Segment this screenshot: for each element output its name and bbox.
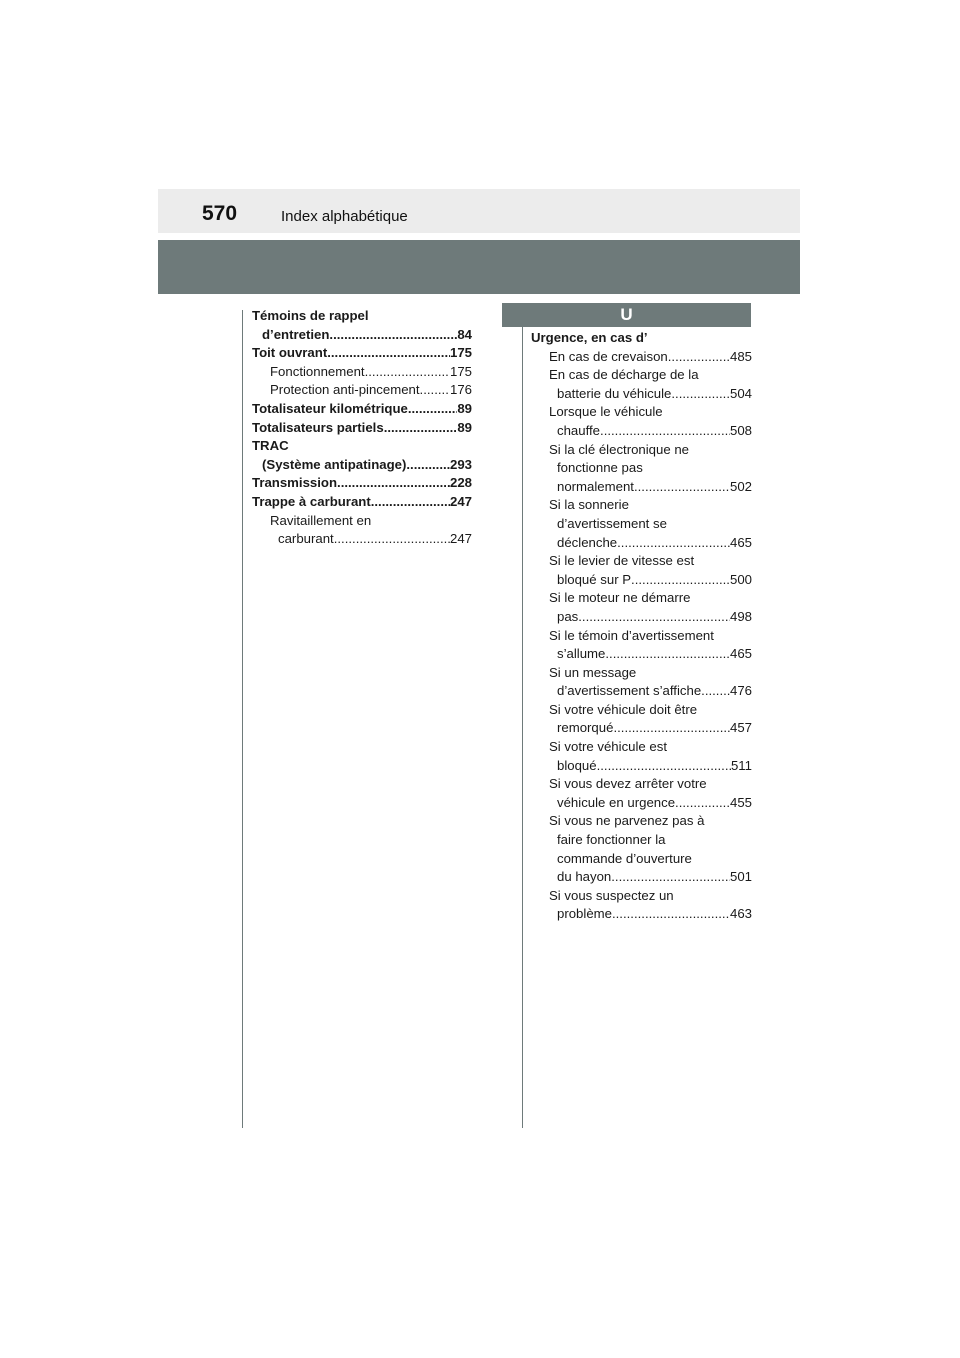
index-entry-page: 502	[729, 478, 752, 494]
index-entry-text: fonctionne pas	[557, 460, 643, 476]
index-entry	[531, 403, 752, 422]
index-column-right	[531, 329, 752, 924]
index-entry-text: Si un message	[549, 664, 637, 680]
dot-leader	[578, 608, 730, 627]
index-entry-page: 457	[729, 720, 752, 736]
section-title: Index alphabétique	[281, 208, 408, 225]
index-entry-text: Si vous ne parvenez pas à	[549, 813, 705, 829]
index-entry-text: Si votre véhicule est	[549, 739, 668, 755]
index-entry-page: 89	[457, 400, 472, 416]
index-entry-text: Si la clé électronique ne	[549, 441, 690, 457]
index-entry	[252, 307, 472, 326]
index-entry-text: batterie du véhicule	[557, 385, 672, 401]
index-entry-text: d’avertissement s’affiche	[557, 683, 702, 699]
index-entry	[252, 400, 472, 419]
index-entry-page: 455	[729, 794, 752, 810]
index-entry	[252, 326, 472, 345]
index-entry	[531, 348, 752, 367]
index-entry-text: problème	[557, 906, 612, 922]
index-entry-text: Si le levier de vitesse est	[549, 553, 695, 569]
index-entry-text: Si le témoin d’avertissement	[549, 627, 714, 643]
index-entry	[531, 329, 752, 348]
index-entry	[531, 775, 752, 794]
index-entry-text: (Système antipatinage)	[262, 456, 407, 472]
index-entry-text: d’avertissement se	[557, 515, 667, 531]
dot-leader	[420, 381, 450, 400]
dot-leader	[334, 530, 450, 549]
index-entry	[531, 794, 752, 813]
dot-leader	[597, 757, 731, 776]
index-entry	[252, 344, 472, 363]
index-entry	[252, 530, 472, 549]
index-entry	[531, 552, 752, 571]
index-entry-text: Si vous devez arrêter votre	[549, 776, 707, 792]
index-entry-text: faire fonctionner la	[557, 832, 666, 848]
index-entry-text: Fonctionnement	[270, 363, 365, 379]
index-entry-text: Transmission	[252, 475, 338, 491]
index-entry-text: Protection anti-pincement	[270, 382, 420, 398]
dot-leader	[634, 478, 730, 497]
index-entry	[531, 905, 752, 924]
index-entry	[531, 422, 752, 441]
dot-leader	[613, 719, 730, 738]
index-entry	[252, 512, 472, 531]
index-entry-text: TRAC	[252, 438, 289, 454]
dot-leader	[329, 326, 457, 345]
index-entry-text: Si la sonnerie	[549, 497, 629, 513]
dot-leader	[611, 868, 730, 887]
letter-heading: U	[502, 303, 751, 327]
index-entry-page: 501	[729, 869, 752, 885]
index-entry-page: 84	[457, 326, 472, 342]
dot-leader	[617, 534, 730, 553]
index-entry-page: 293	[449, 456, 472, 472]
index-entry-page: 485	[729, 348, 752, 364]
index-entry-text: Totalisateur kilométrique	[252, 400, 408, 416]
index-entry	[531, 627, 752, 646]
dot-leader	[675, 794, 730, 813]
index-entry-page: 175	[449, 363, 472, 379]
index-entry	[531, 459, 752, 478]
index-entry-text: En cas de décharge de la	[549, 367, 699, 383]
index-entry	[531, 701, 752, 720]
index-entry-page: 476	[729, 683, 752, 699]
page-number: 570	[202, 202, 238, 225]
left-column-rule	[242, 310, 243, 1128]
index-entry-text: du hayon	[557, 869, 612, 885]
index-entry-text: Témoins de rappel	[252, 308, 369, 323]
index-entry	[531, 571, 752, 590]
index-entry-text: Urgence, en cas d’	[531, 330, 648, 345]
index-entry	[252, 381, 472, 400]
index-entry	[531, 385, 752, 404]
index-entry-page: 228	[449, 475, 472, 491]
middle-column-rule	[522, 306, 523, 1128]
index-entry	[531, 608, 752, 627]
index-entry	[531, 812, 752, 831]
index-entry	[531, 887, 752, 906]
index-entry-page: 508	[729, 422, 752, 438]
dot-leader	[600, 422, 730, 441]
index-entry	[531, 868, 752, 887]
index-column-left	[252, 307, 472, 549]
index-entry	[531, 738, 752, 757]
dot-leader	[631, 571, 730, 590]
index-entry	[531, 496, 752, 515]
index-entry-text: d’entretien	[262, 326, 330, 342]
header-band	[158, 189, 800, 233]
index-entry-text: déclenche	[557, 534, 618, 550]
dot-leader	[337, 474, 450, 493]
index-entry	[252, 474, 472, 493]
index-entry-text: véhicule en urgence	[557, 794, 676, 810]
index-entry-text: bloqué sur P	[557, 571, 632, 587]
index-entry-text: s’allume	[557, 646, 606, 662]
index-entry-page: 511	[730, 757, 752, 773]
index-entry-text: Lorsque le véhicule	[549, 404, 663, 420]
index-entry-text: Si votre véhicule doit être	[549, 701, 698, 717]
index-entry-text: Si le moteur ne démarre	[549, 590, 691, 606]
index-entry	[531, 366, 752, 385]
index-entry	[252, 493, 472, 512]
index-entry	[252, 363, 472, 382]
index-entry-text: pas	[557, 608, 579, 624]
index-entry-page: 465	[729, 534, 752, 550]
index-entry-text: chauffe	[557, 422, 601, 438]
dot-leader	[668, 348, 730, 367]
dot-leader	[371, 493, 450, 512]
dot-leader	[406, 456, 450, 475]
index-entry-text: Si vous suspectez un	[549, 887, 674, 903]
index-entry-page: 465	[729, 646, 752, 662]
dot-leader	[384, 419, 458, 438]
index-entry-text: normalement	[557, 478, 634, 494]
dot-leader	[612, 905, 730, 924]
index-entry	[531, 682, 752, 701]
index-entry-page: 176	[449, 382, 472, 398]
index-entry	[531, 664, 752, 683]
dot-leader	[365, 363, 450, 382]
index-entry	[531, 850, 752, 869]
index-entry-text: Toit ouvrant	[252, 345, 328, 361]
dot-leader	[327, 344, 450, 363]
index-entry	[531, 441, 752, 460]
index-entry-page: 247	[449, 493, 472, 509]
index-entry	[531, 757, 752, 776]
dot-leader	[671, 385, 730, 404]
index-entry-page: 500	[729, 571, 752, 587]
index-entry	[252, 419, 472, 438]
index-entry-text: Totalisateurs partiels	[252, 419, 384, 435]
header-dark-band	[158, 240, 800, 294]
index-entry	[531, 831, 752, 850]
index-entry	[252, 437, 472, 456]
index-entry	[252, 456, 472, 475]
index-entry-page: 89	[457, 419, 472, 435]
dot-leader	[605, 645, 730, 664]
index-entry	[531, 589, 752, 608]
index-entry-page: 247	[449, 531, 472, 547]
index-entry-text: En cas de crevaison	[549, 348, 668, 364]
index-entry-text: Trappe à carburant	[252, 493, 371, 509]
index-entry-text: commande d’ouverture	[557, 850, 692, 866]
index-entry	[531, 534, 752, 553]
index-entry	[531, 645, 752, 664]
index-entry-page: 175	[449, 345, 472, 361]
index-entry-text: bloqué	[557, 757, 597, 773]
index-entry-text: Ravitaillement en	[270, 512, 372, 528]
index-entry	[531, 515, 752, 534]
index-entry-page: 463	[729, 906, 752, 922]
index-entry-text: remorqué	[557, 720, 614, 736]
index-entry-text: carburant	[278, 531, 334, 547]
index-entry	[531, 719, 752, 738]
index-entry-page: 498	[729, 608, 752, 624]
index-entry-page: 504	[729, 385, 752, 401]
dot-leader	[408, 400, 457, 419]
index-entry	[531, 478, 752, 497]
dot-leader	[701, 682, 730, 701]
